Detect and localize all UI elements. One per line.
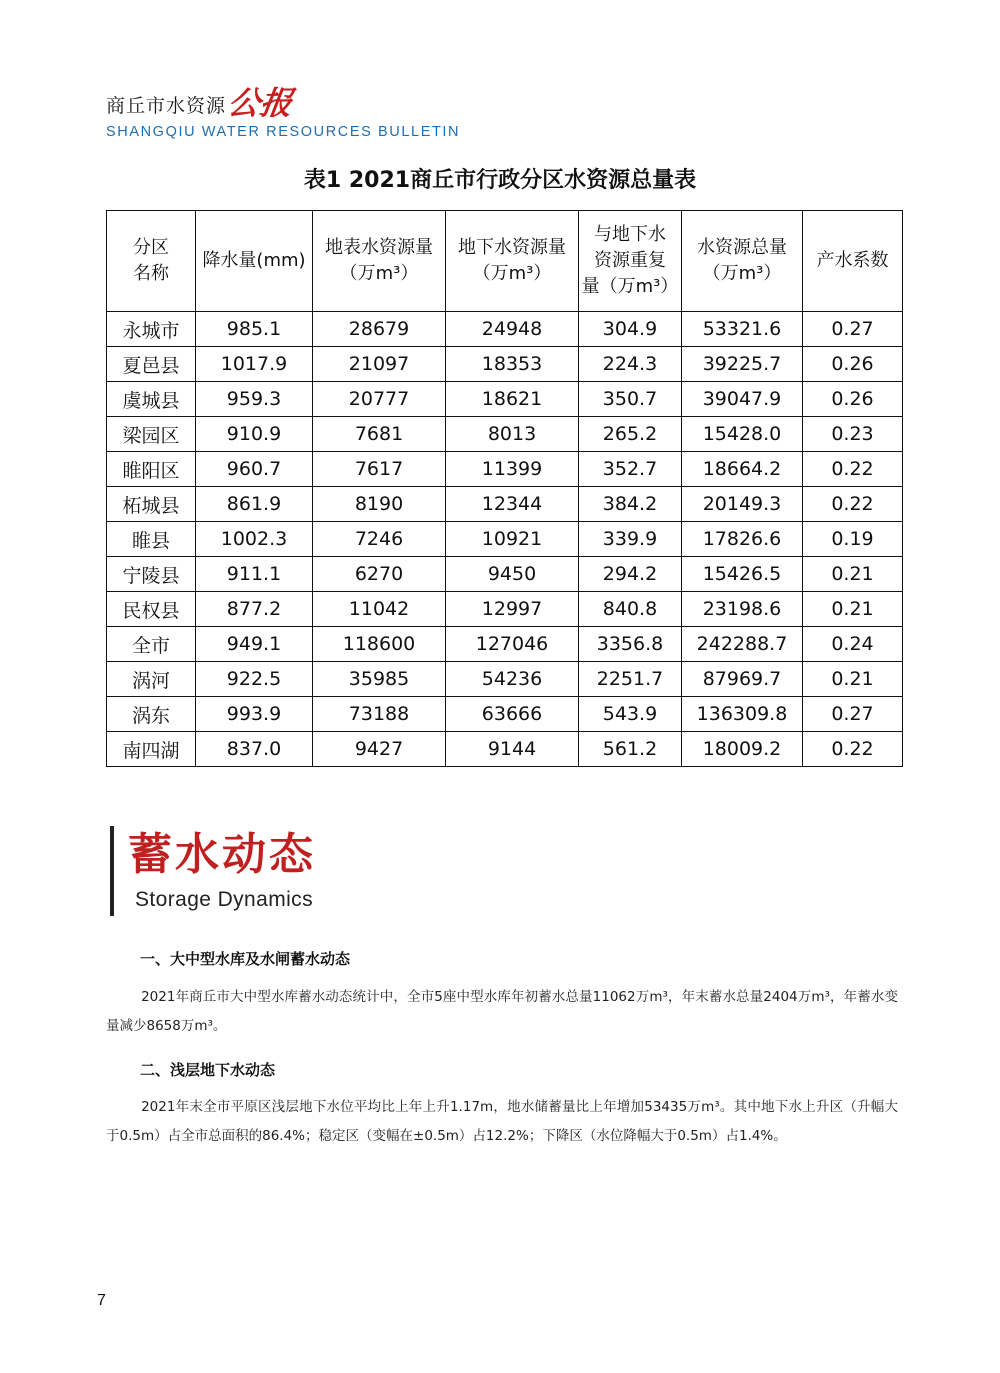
section-accent-bar [110,826,114,916]
value-cell: 10921 [446,522,579,557]
header-cell-line: 降水量(mm) [202,250,306,271]
table-row [107,697,903,732]
table-row [107,452,903,487]
value-cell: 0.22 [803,487,903,522]
paragraph-groundwater: 2021年末全市平原区浅层地下水位平均比上年上升1.17m，地水储蓄量比上年增加53435万m³。其中地下水上升区（升幅大于0.5m）占全市总面积的86.4%；稳定区（变幅在±0.5m）占12.2%；下降区（水位降幅大于0.5m）占1.4%。 [106,1099,898,1144]
value-cell: 0.19 [803,522,903,557]
value-cell: 384.2 [579,487,682,522]
value-cell: 561.2 [579,732,682,767]
page-number: 7 [97,1292,106,1309]
region-name-cell: 宁陵县 [107,557,196,592]
value-cell: 861.9 [196,487,313,522]
value-cell: 985.1 [196,312,313,347]
header-cell-line: （万m³） [472,263,552,284]
value-cell: 993.9 [196,697,313,732]
value-cell: 3356.8 [579,627,682,662]
value-cell: 352.7 [579,452,682,487]
value-cell: 840.8 [579,592,682,627]
header-cell-line: （万m³） [339,263,419,284]
table-row [107,627,903,662]
table-title: 表1 2021商丘市行政分区水资源总量表 [303,168,697,193]
value-cell: 15428.0 [682,417,803,452]
value-cell: 15426.5 [682,557,803,592]
table-row [107,487,903,522]
header-cell [196,211,313,312]
value-cell: 242288.7 [682,627,803,662]
header-cell [107,211,196,312]
value-cell: 17826.6 [682,522,803,557]
region-name-cell: 梁园区 [107,417,196,452]
brand-chinese-name: 商丘市水资源 [106,95,227,117]
region-name-cell: 涡东 [107,697,196,732]
value-cell: 0.23 [803,417,903,452]
value-cell: 35985 [313,662,446,697]
value-cell: 18621 [446,382,579,417]
value-cell: 39047.9 [682,382,803,417]
header-cell-line: （万m³） [702,263,782,284]
value-cell: 28679 [313,312,446,347]
value-cell: 1017.9 [196,347,313,382]
value-cell: 9144 [446,732,579,767]
value-cell: 63666 [446,697,579,732]
value-cell: 8190 [313,487,446,522]
value-cell: 339.9 [579,522,682,557]
table-row [107,347,903,382]
value-cell: 18664.2 [682,452,803,487]
value-cell: 911.1 [196,557,313,592]
header-cell-line: 名称 [133,263,169,284]
header-cell [446,211,579,312]
value-cell: 136309.8 [682,697,803,732]
value-cell: 877.2 [196,592,313,627]
value-cell: 73188 [313,697,446,732]
value-cell: 18009.2 [682,732,803,767]
table-row [107,732,903,767]
value-cell: 18353 [446,347,579,382]
region-name-cell: 南四湖 [107,732,196,767]
table-header-row [107,211,903,312]
table-row [107,557,903,592]
value-cell: 922.5 [196,662,313,697]
brand-row [106,84,460,122]
subheading-reservoir: 一、大中型水库及水闸蓄水动态 [140,950,351,968]
table-row [107,312,903,347]
value-cell: 0.21 [803,662,903,697]
value-cell: 23198.6 [682,592,803,627]
region-name-cell: 虞城县 [107,382,196,417]
value-cell: 118600 [313,627,446,662]
value-cell: 21097 [313,347,446,382]
brand-english-name: SHANGQIU WATER RESOURCES BULLETIN [106,124,461,140]
table-row [107,662,903,697]
header-cell-line: 与地下水 [594,224,666,245]
value-cell: 39225.7 [682,347,803,382]
value-cell: 0.26 [803,347,903,382]
header-cell-line: 地下水资源量 [458,237,566,258]
value-cell: 24948 [446,312,579,347]
value-cell: 543.9 [579,697,682,732]
value-cell: 20149.3 [682,487,803,522]
value-cell: 959.3 [196,382,313,417]
value-cell: 1002.3 [196,522,313,557]
subheading-groundwater: 二、浅层地下水动态 [140,1061,276,1079]
value-cell: 294.2 [579,557,682,592]
value-cell: 837.0 [196,732,313,767]
header-cell-line: 分区 [133,237,169,258]
paragraph-reservoir: 2021年商丘市大中型水库蓄水动态统计中，全市5座中型水库年初蓄水总量11062万m³，年末蓄水总量2404万m³，年蓄水变量减少8658万m³。 [106,989,898,1034]
value-cell: 910.9 [196,417,313,452]
region-name-cell: 柘城县 [107,487,196,522]
value-cell: 7246 [313,522,446,557]
value-cell: 224.3 [579,347,682,382]
value-cell: 0.22 [803,452,903,487]
value-cell: 8013 [446,417,579,452]
value-cell: 0.27 [803,697,903,732]
value-cell: 11042 [313,592,446,627]
header-cell-line: 水资源总量 [697,237,787,258]
value-cell: 9427 [313,732,446,767]
region-name-cell: 涡河 [107,662,196,697]
header-cell [579,211,682,312]
value-cell: 12997 [446,592,579,627]
water-resources-table [106,210,903,767]
table-row [107,382,903,417]
header-cell-line: 量（万m³） [581,276,679,297]
value-cell: 20777 [313,382,446,417]
section-title: 蓄水动态 [128,829,316,880]
value-cell: 87969.7 [682,662,803,697]
region-name-cell: 睢阳区 [107,452,196,487]
header-cell [803,211,903,312]
value-cell: 0.21 [803,592,903,627]
value-cell: 6270 [313,557,446,592]
table-row [107,592,903,627]
header-cell [313,211,446,312]
table-row [107,417,903,452]
value-cell: 54236 [446,662,579,697]
value-cell: 0.22 [803,732,903,767]
value-cell: 0.26 [803,382,903,417]
value-cell: 53321.6 [682,312,803,347]
brand-calligraphy: 公报 [225,84,295,122]
value-cell: 127046 [446,627,579,662]
region-name-cell: 永城市 [107,312,196,347]
value-cell: 2251.7 [579,662,682,697]
value-cell: 11399 [446,452,579,487]
region-name-cell: 全市 [107,627,196,662]
value-cell: 350.7 [579,382,682,417]
region-name-cell: 睢县 [107,522,196,557]
section-subtitle: Storage Dynamics [135,888,313,911]
value-cell: 960.7 [196,452,313,487]
region-name-cell: 夏邑县 [107,347,196,382]
region-name-cell: 民权县 [107,592,196,627]
value-cell: 9450 [446,557,579,592]
value-cell: 7681 [313,417,446,452]
header-cell-line: 资源重复 [594,250,666,271]
table-body [107,312,903,767]
value-cell: 7617 [313,452,446,487]
header-cell [682,211,803,312]
value-cell: 265.2 [579,417,682,452]
header-cell-line: 地表水资源量 [325,237,433,258]
value-cell: 0.21 [803,557,903,592]
header-cell-line: 产水系数 [816,250,889,271]
value-cell: 0.24 [803,627,903,662]
table-row [107,522,903,557]
bulletin-header [106,84,461,140]
value-cell: 12344 [446,487,579,522]
value-cell: 304.9 [579,312,682,347]
value-cell: 0.27 [803,312,903,347]
value-cell: 949.1 [196,627,313,662]
